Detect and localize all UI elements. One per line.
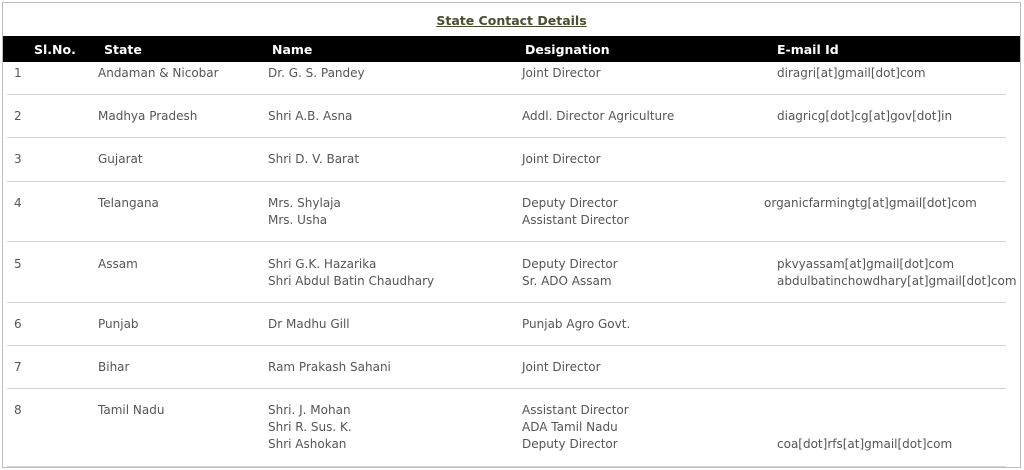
designation-cell bbox=[522, 359, 601, 376]
designation-text: Joint Director bbox=[522, 152, 601, 166]
name-text: Ram Prakash Sahani bbox=[268, 360, 391, 374]
name-cell bbox=[268, 108, 352, 125]
name-cell bbox=[268, 256, 434, 290]
table-row bbox=[7, 138, 1006, 182]
page-title: State Contact Details bbox=[436, 13, 587, 28]
designation-cell bbox=[522, 65, 601, 82]
name-text: Shri A.B. Asna bbox=[268, 109, 353, 123]
designation-text: Deputy Director bbox=[522, 437, 618, 451]
designation-cell bbox=[522, 402, 629, 453]
sl-no-cell: 2 bbox=[14, 109, 22, 123]
designation-text: Assistant Director bbox=[522, 213, 629, 227]
designation-cell bbox=[522, 108, 674, 125]
email-text: pkvyassam[at]gmail[dot]com bbox=[777, 257, 955, 271]
email-text: organicfarmingtg[at]gmail[dot]com bbox=[764, 196, 977, 210]
state-cell: Gujarat bbox=[98, 152, 143, 166]
column-header-designation: Designation bbox=[525, 42, 610, 57]
designation-text: Joint Director bbox=[522, 66, 601, 80]
sl-no-cell: 4 bbox=[14, 196, 22, 210]
name-text: Shri G.K. Hazarika bbox=[268, 257, 377, 271]
table-row bbox=[7, 242, 1017, 303]
designation-text: Addl. Director Agriculture bbox=[522, 109, 675, 123]
state-cell: Madhya Pradesh bbox=[98, 109, 198, 123]
name-cell bbox=[268, 195, 341, 229]
table-row bbox=[7, 95, 1006, 138]
designation-cell bbox=[522, 256, 618, 290]
email-text: coa[dot]rfs[at]gmail[dot]com bbox=[777, 437, 953, 451]
state-cell: Andaman & Nicobar bbox=[98, 66, 219, 80]
name-cell bbox=[268, 316, 350, 333]
designation-cell bbox=[522, 195, 629, 229]
email-cell bbox=[777, 436, 952, 453]
name-text: Dr. G. S. Pandey bbox=[268, 66, 365, 80]
name-text: Shri. J. Mohan bbox=[268, 403, 351, 417]
name-text: Mrs. Usha bbox=[268, 213, 328, 227]
designation-text: Joint Director bbox=[522, 360, 601, 374]
name-cell bbox=[268, 402, 352, 453]
designation-text: ADA Tamil Nadu bbox=[522, 420, 618, 434]
email-cell bbox=[777, 65, 926, 82]
designation-text: Deputy Director bbox=[522, 257, 618, 271]
designation-text: Deputy Director bbox=[522, 196, 618, 210]
state-cell: Bihar bbox=[98, 360, 130, 374]
state-cell: Assam bbox=[98, 257, 138, 271]
sl-no-cell: 8 bbox=[14, 403, 22, 417]
email-text: diragri[at]gmail[dot]com bbox=[777, 66, 926, 80]
designation-text: Assistant Director bbox=[522, 403, 629, 417]
name-cell bbox=[268, 65, 365, 82]
designation-text: Sr. ADO Assam bbox=[522, 274, 612, 288]
column-header-state: State bbox=[104, 42, 142, 57]
column-header-email: E-mail Id bbox=[777, 42, 839, 57]
state-cell: Punjab bbox=[98, 317, 139, 331]
email-text: abdulbatinchowdhary[at]gmail[dot]com bbox=[777, 274, 1017, 288]
name-text: Shri R. Sus. K. bbox=[268, 420, 352, 434]
sl-no-cell: 1 bbox=[14, 66, 22, 80]
name-text: Dr Madhu Gill bbox=[268, 317, 350, 331]
name-cell bbox=[268, 151, 359, 168]
designation-cell bbox=[522, 151, 601, 168]
state-cell: Tamil Nadu bbox=[98, 403, 165, 417]
name-text: Shri Ashokan bbox=[268, 437, 347, 451]
sl-no-cell: 5 bbox=[14, 257, 22, 271]
state-cell: Telangana bbox=[98, 196, 159, 210]
email-cell bbox=[777, 256, 1017, 290]
sl-no-cell: 7 bbox=[14, 360, 22, 374]
name-cell bbox=[268, 359, 391, 376]
table-row bbox=[7, 303, 1006, 346]
designation-cell bbox=[522, 316, 630, 333]
table-row bbox=[7, 346, 1006, 389]
column-header-sl-no: Sl.No. bbox=[34, 42, 76, 57]
designation-text: Punjab Agro Govt. bbox=[522, 317, 631, 331]
table-header bbox=[3, 36, 1020, 62]
table-row bbox=[7, 182, 1006, 242]
sl-no-cell: 6 bbox=[14, 317, 22, 331]
column-header-name: Name bbox=[272, 42, 313, 57]
email-cell bbox=[777, 108, 952, 125]
email-text: diagricg[dot]cg[at]gov[dot]in bbox=[777, 109, 953, 123]
name-text: Shri D. V. Barat bbox=[268, 152, 360, 166]
sl-no-cell: 3 bbox=[14, 152, 22, 166]
name-text: Mrs. Shylaja bbox=[268, 196, 341, 210]
name-text: Shri Abdul Batin Chaudhary bbox=[268, 274, 435, 288]
table-row bbox=[7, 65, 1006, 95]
table-row bbox=[7, 389, 1006, 467]
email-cell bbox=[764, 195, 977, 212]
